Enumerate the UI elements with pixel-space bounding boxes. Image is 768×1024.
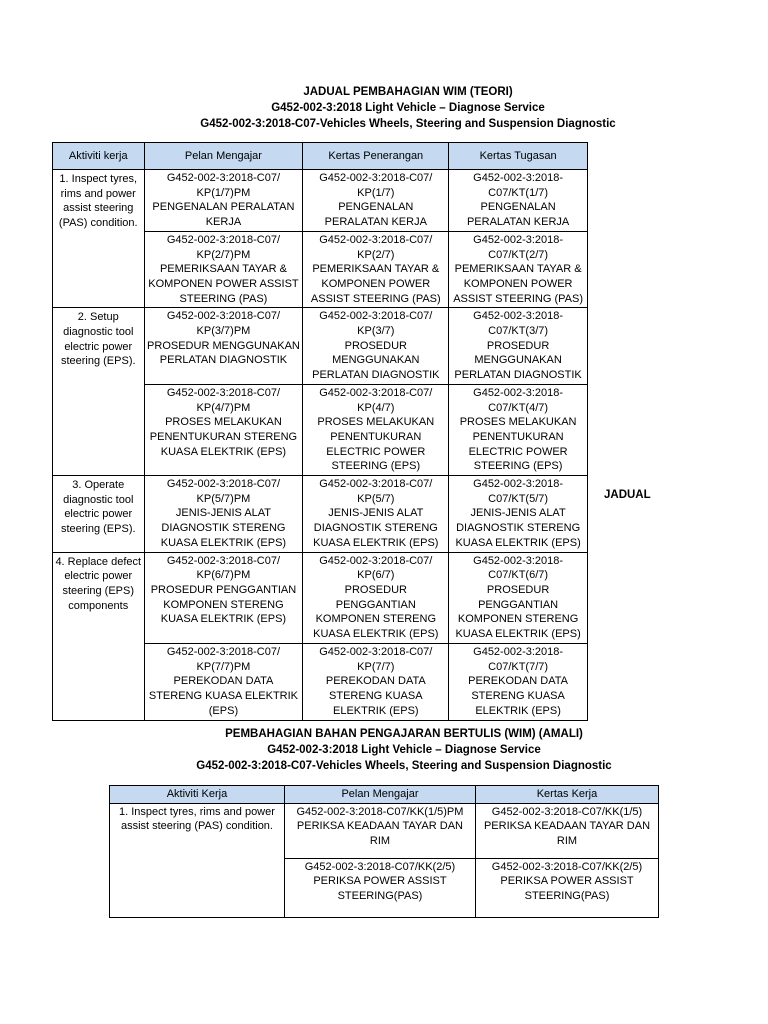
pm-code: G452-002-3:2018-C07/ KP(5/7)PM	[166, 478, 281, 505]
activity-cell: 3. Operate diagnostic tool electric power steering (EPS).	[53, 476, 145, 553]
header-kertas-kerja: Kertas Kerja	[475, 786, 658, 804]
teori-title: JADUAL PEMBAHAGIAN WIM (TEORI)	[303, 86, 513, 98]
teori-header-row	[53, 143, 588, 170]
pm-title: PEREKODAN DATA STERENG KUASA ELEKTRIK (EPS)	[148, 675, 299, 717]
pm-code: G452-002-3:2018-C07/ KP(6/7)PM	[166, 554, 281, 582]
kp-title: JENIS-JENIS ALAT DIAGNOSTIK STERENG KUASA ELEKTRIK (EPS)	[313, 507, 439, 549]
kp-title: PEREKODAN DATA STERENG KUASA ELEKTRIK (EPS)	[325, 675, 426, 717]
kk-title: PERIKSA POWER ASSIST STEERING(PAS)	[500, 875, 634, 903]
teori-subtitle-2: G452-002-3:2018-C07-Vehicles Wheels, Steering and Suspension Diagnostic	[200, 118, 616, 130]
pm-code: G452-002-3:2018-C07/KK(2/5)	[304, 860, 456, 873]
kt-cell	[449, 384, 588, 475]
amali-title-block	[20, 726, 768, 774]
kt-code: G452-002-3:2018-C07/KT(1/7)	[473, 172, 564, 199]
activity-cell: 4. Replace defect electric power steering (EPS) components	[53, 552, 145, 720]
table-row	[53, 170, 588, 232]
teori-subtitle-1: G452-002-3:2018 Light Vehicle – Diagnose Service	[271, 102, 545, 114]
pm-cell	[144, 643, 303, 720]
pm-cell	[144, 552, 303, 643]
kt-code: G452-002-3:2018-C07/KT(2/7)	[473, 233, 564, 261]
pm-code: G452-002-3:2018-C07/KK(1/5)PM	[296, 805, 464, 818]
pm-title: PROSEDUR MENGGUNAKAN PERLATAN DIAGNOSTIK	[147, 339, 300, 367]
kk-cell	[475, 858, 658, 917]
kt-title: JENIS-JENIS ALAT DIAGNOSTIK STERENG KUASA ELEKTRIK (EPS)	[455, 507, 581, 549]
kt-cell	[449, 231, 588, 308]
pm-title: PENGENALAN PERALATAN KERJA	[152, 201, 295, 229]
pm-cell	[144, 476, 303, 553]
pm-cell	[144, 384, 303, 475]
header-aktiviti-kerja: Aktiviti kerja	[53, 143, 145, 170]
kt-cell	[449, 308, 588, 385]
kp-code: G452-002-3:2018-C07/ KP(6/7)	[319, 554, 433, 582]
kp-title: PROSEDUR PENGGANTIAN KOMPONEN STERENG KUASA ELEKTRIK (EPS)	[313, 583, 439, 641]
pm-code: G452-002-3:2018-C07/ KP(7/7)PM	[166, 645, 281, 673]
header-kertas-tugasan: Kertas Tugasan	[449, 143, 588, 170]
header-pelan-mengajar: Pelan Mengajar	[284, 786, 475, 804]
kt-code: G452-002-3:2018-C07/KT(4/7)	[473, 386, 564, 414]
kt-code: G452-002-3:2018-C07/KT(3/7)	[473, 310, 564, 338]
pm-title: PROSES MELAKUKAN PENENTUKURAN STERENG KUASA ELEKTRIK (EPS)	[149, 416, 298, 458]
side-label-jadual: JADUAL	[604, 489, 651, 501]
kk-cell	[475, 803, 658, 858]
kt-title: PROSEDUR MENGGUNAKAN PERLATAN DIAGNOSTIK	[454, 339, 582, 382]
kk-code: G452-002-3:2018-C07/KK(1/5)	[491, 805, 643, 818]
amali-subtitle-2: G452-002-3:2018-C07-Vehicles Wheels, Steering and Suspension Diagnostic	[196, 760, 612, 772]
kk-code: G452-002-3:2018-C07/KK(2/5)	[491, 860, 643, 873]
pm-cell	[144, 170, 303, 232]
pm-code: G452-002-3:2018-C07/ KP(4/7)PM	[166, 386, 281, 414]
kt-code: G452-002-3:2018-C07/KT(7/7)	[473, 645, 564, 673]
kt-cell	[449, 170, 588, 232]
kt-code: G452-002-3:2018-C07/KT(5/7)	[473, 478, 564, 505]
kt-title: PROSES MELAKUKAN PENENTUKURAN ELECTRIC POWER STEERING (EPS)	[459, 416, 577, 473]
kp-cell	[303, 384, 449, 475]
kp-title: PROSES MELAKUKAN PENENTUKURAN ELECTRIC POWER STEERING (EPS)	[317, 416, 435, 473]
kt-cell	[449, 643, 588, 720]
kp-code: G452-002-3:2018-C07/ KP(3/7)	[319, 310, 433, 338]
kp-code: G452-002-3:2018-C07/ KP(4/7)	[319, 386, 433, 414]
activity-cell: 2. Setup diagnostic tool electric power steering (EPS).	[53, 308, 145, 476]
amali-subtitle-1: G452-002-3:2018 Light Vehicle – Diagnose Service	[267, 744, 541, 756]
pm-title: PERIKSA POWER ASSIST STEERING(PAS)	[313, 875, 447, 903]
kp-cell	[303, 231, 449, 308]
kp-title: PENGENALAN PERALATAN KERJA	[324, 201, 427, 229]
kt-title: PEREKODAN DATA STERENG KUASA ELEKTRIK (EPS)	[468, 675, 569, 717]
header-pelan-mengajar: Pelan Mengajar	[144, 143, 303, 170]
pm-title: PEMERIKSAAN TAYAR & KOMPONEN POWER ASSIST STEERING (PAS)	[148, 263, 299, 305]
kp-title: PEMERIKSAAN TAYAR & KOMPONEN POWER ASSIST STEERING (PAS)	[310, 263, 441, 305]
header-kertas-penerangan: Kertas Penerangan	[303, 143, 449, 170]
pm-cell	[284, 803, 475, 858]
kt-code: G452-002-3:2018-C07/KT(6/7)	[473, 554, 564, 582]
amali-title: PEMBAHAGIAN BAHAN PENGAJARAN BERTULIS (WIM) (AMALI)	[225, 728, 583, 740]
kp-cell	[303, 308, 449, 385]
pm-title: JENIS-JENIS ALAT DIAGNOSTIK STERENG KUASA ELEKTRIK (EPS)	[160, 507, 287, 549]
kt-title: PEMERIKSAAN TAYAR & KOMPONEN POWER ASSIST STEERING (PAS)	[453, 263, 583, 305]
kp-code: G452-002-3:2018-C07/ KP(1/7)	[319, 172, 433, 199]
header-aktiviti-kerja: Aktiviti Kerja	[110, 786, 285, 804]
teori-title-block	[24, 84, 768, 132]
kp-code: G452-002-3:2018-C07/ KP(5/7)	[319, 478, 433, 505]
pm-title: PROSEDUR PENGGANTIAN KOMPONEN STERENG KUASA ELEKTRIK (EPS)	[150, 583, 297, 626]
pm-cell	[144, 231, 303, 308]
table-row	[53, 308, 588, 385]
kt-cell	[449, 476, 588, 553]
activity-cell: 1. Inspect tyres, rims and power assist steering (PAS) condition.	[110, 803, 285, 917]
pm-code: G452-002-3:2018-C07/ KP(2/7)PM	[166, 233, 281, 261]
pm-code: G452-002-3:2018-C07/ KP(3/7)PM	[166, 310, 281, 338]
kp-cell	[303, 170, 449, 232]
kt-cell	[449, 552, 588, 643]
kp-title: PROSEDUR MENGGUNAKAN PERLATAN DIAGNOSTIK	[312, 339, 440, 382]
table-row	[53, 476, 588, 553]
table-row	[110, 803, 659, 858]
kt-title: PENGENALAN PERALATAN KERJA	[466, 201, 570, 229]
pm-cell	[144, 308, 303, 385]
teori-table	[52, 142, 588, 721]
kt-title: PROSEDUR PENGGANTIAN KOMPONEN STERENG KUASA ELEKTRIK (EPS)	[455, 583, 581, 641]
amali-table	[109, 785, 659, 918]
pm-cell	[284, 858, 475, 917]
activity-cell: 1. Inspect tyres, rims and power assist steering (PAS) condition.	[53, 170, 145, 308]
kp-cell	[303, 552, 449, 643]
kk-title: PERIKSA KEADAAN TAYAR DAN RIM	[483, 820, 651, 848]
kp-code: G452-002-3:2018-C07/ KP(7/7)	[319, 645, 433, 673]
kp-cell	[303, 643, 449, 720]
kp-cell	[303, 476, 449, 553]
kp-code: G452-002-3:2018-C07/ KP(2/7)	[319, 233, 433, 261]
amali-header-row	[110, 786, 659, 804]
pm-code: G452-002-3:2018-C07/ KP(1/7)PM	[166, 172, 281, 199]
pm-title: PERIKSA KEADAAN TAYAR DAN RIM	[296, 820, 463, 848]
table-row	[53, 552, 588, 643]
